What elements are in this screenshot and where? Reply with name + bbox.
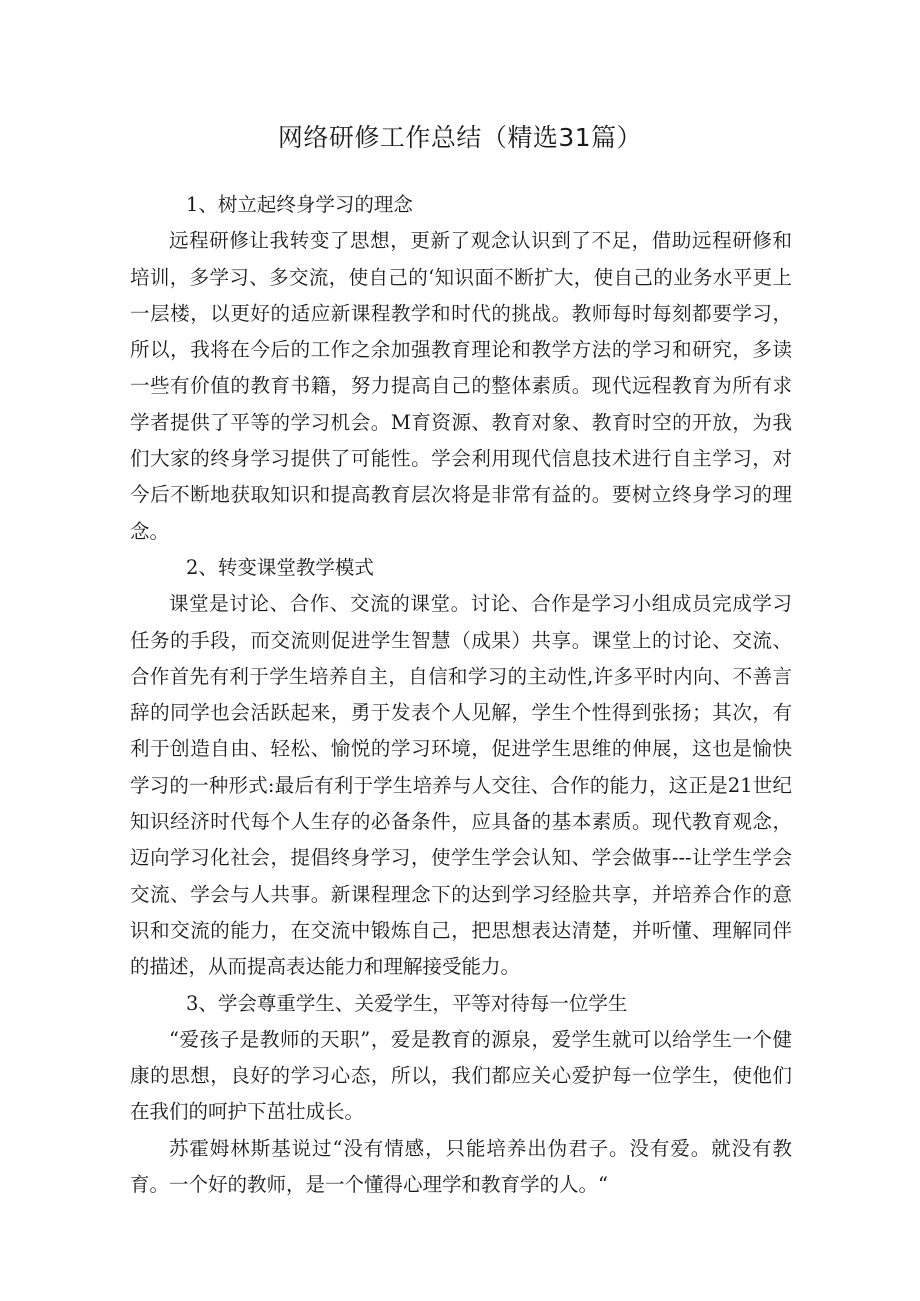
section-heading-3: 3、学会尊重学生、关爱学生，平等对待每一位学生 — [186, 991, 628, 1015]
section-heading-2: 2、转变课堂教学模式 — [186, 555, 374, 579]
document-body — [130, 187, 792, 1203]
paragraph: “爱孩子是教师的天职”，爱是教育的源泉，爱学生就可以给学生一个健康的思想，良好的学习心态，所以，我们都应关心爱护每一位学生，使他们在我们的呵护下茁壮成长。 — [130, 1027, 792, 1124]
section-heading-1: 1、树立起终身学习的理念 — [186, 193, 413, 216]
page-title: 网络研修工作总结（精选31篇） — [277, 123, 643, 152]
paragraph: 课堂是讨论、合作、交流的课堂。讨论、合作是学习小组成员完成学习任务的手段，而交流则促进学生智慧（成果）共享。课堂上的讨论、交流、合作首先有利于学生培养自主，自信和学习的主动性,许多平时内向、不善言辞的同学也会活跃起来，勇于发表个人见解，学生个性得到张扬；其次，有利于创造自由、轻松、愉悦的学习环境，促进学生思维的伸展，这也是愉快学习的一种形式:最后有利于学生培养与人交往、合作的能力，这正是21世纪知识经济时代每个人生存的必备条件，应具备的基本素质。现代教育观念，迈向学习化社会，提倡终身学习，使学生学会认知、学会做事---让学生学会交流、学会与人共事。新课程理念下的达到学习经脸共享，并培养合作的意识和交流的能力，在交流中锻炼自己，把思想表达清楚，并听懂、理解同伴的描述，从而提高表达能力和理解接受能力。 — [130, 592, 792, 979]
paragraph: 远程研修让我转变了思想，更新了观念认识到了不足，借助远程研修和培训，多学习、多交流，使自己的‘知识面不断扩大，使自己的业务水平更上一层楼，以更好的适应新课程教学和时代的挑战。教师每时每刻都要学习，所以，我将在今后的工作之余加强教育理论和教学方法的学习和研究，多读一些有价值的教育书籍，努力提高自己的整体素质。现代远程教育为所有求学者提供了平等的学习机会。M育资源、教育对象、教育时空的开放，为我们大家的终身学习提供了可能性。学会利用现代信息技术进行自主学习，对今后不断地获取知识和提高教育层次将是非常有益的。要树立终身学习的理念。 — [130, 229, 792, 543]
paragraph: 苏霍姆林斯基说过“没有情感，只能培养出伪君子。没有爱。就没有教育。一个好的教师，是一个懂得心理学和教育学的人。“ — [130, 1136, 792, 1197]
